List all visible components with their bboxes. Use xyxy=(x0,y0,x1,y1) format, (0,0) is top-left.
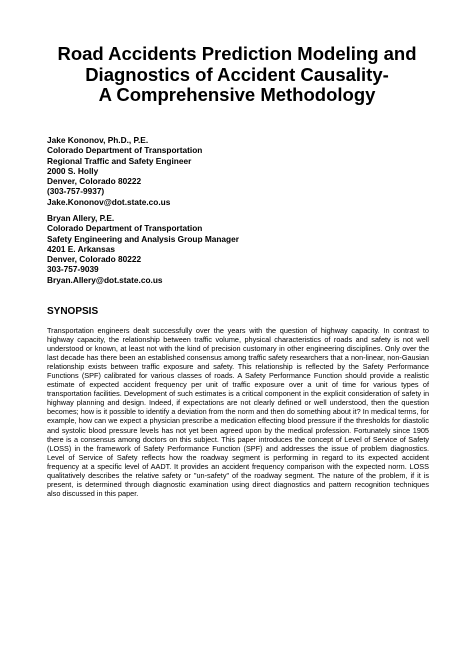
synopsis-paragraph: Transportation engineers dealt successfully over the years with the question of highway capacity. In contrast to highway capacity, the relationship between traffic volume, physical characteristics of roads and safety is not well understood or known, at least not with the kind of precision customary in other engineering disciplines. Only over the last decade has there been an established consensus among traffic safety researchers that a non-linear, non-Gausian relationship exists between traffic exposure and safety. This relationship is reflected by the Safety Performance Functions (SPF) calibrated for various classes of roads. A Safety Performance Function should provide a realistic estimate of expected accident frequency per unit of traffic exposure over a unit of time for various types of transportation facilities. Development of such estimates is a critical component in the explicit consideration of safety in highway planning and design. Indeed, if expectations are not clearly defined or well understood, then the question becomes; how is it possible to identify a deviation from the norm and then do something about it? In medical terms, for example, how can we expect a physician prescribe a medication effecting blood pressure if the thresholds for diastolic and systolic blood pressure levels has not yet been agreed upon by the medical profession. Fortunately since 1905 there is a consensus among doctors on this subject. This paper introduces the concept of Level of Service of Safety (LOSS) in the framework of Safety Performance Function (SPF) and addresses the issue of problem diagnostics. Level of Service of Safety reflects how the roadway segment is performing in regard to its expected accident frequency at a specific level of AADT. It provides an accident frequency comparison with the expected norm. LOSS qualitatively describes the relative safety or "un-safety" of the roadway segment. The nature of the problem, if it is present, is determined through diagnostic examination using direct diagnostics and pattern recognition techniques also discussed in this paper. xyxy=(47,326,429,498)
author-block-kononov xyxy=(47,135,447,207)
author-city: Denver, Colorado 80222 xyxy=(47,254,142,265)
author-email: Bryan.Allery@dot.state.co.us xyxy=(47,274,163,285)
author-city: Denver, Colorado 80222 xyxy=(47,176,142,187)
title-line: A Comprehensive Methodology xyxy=(98,84,376,105)
title-line: Diagnostics of Accident Causality- xyxy=(85,63,389,85)
author-phone: (303-757-9937) xyxy=(47,186,105,197)
author-street: 2000 S. Holly xyxy=(47,165,99,176)
author-email: Jake.Kononov@dot.state.co.us xyxy=(47,196,171,207)
author-role: Regional Traffic and Safety Engineer xyxy=(47,155,192,166)
author-role: Safety Engineering and Analysis Group Manager xyxy=(47,233,239,244)
author-name: Jake Kononov, Ph.D., P.E. xyxy=(47,135,149,145)
author-affiliation: Colorado Department of Transportation xyxy=(47,223,203,234)
author-phone: 303-757-9039 xyxy=(47,264,99,275)
title-line: Road Accidents Prediction Modeling and xyxy=(57,43,417,64)
section-heading-synopsis: SYNOPSIS xyxy=(47,306,99,317)
author-affiliation: Colorado Department of Transportation xyxy=(47,145,203,156)
author-street: 4201 E. Arkansas xyxy=(47,243,115,254)
paper-title xyxy=(20,44,454,106)
author-name: Bryan Allery, P.E. xyxy=(47,213,115,223)
author-block-allery xyxy=(47,213,447,285)
